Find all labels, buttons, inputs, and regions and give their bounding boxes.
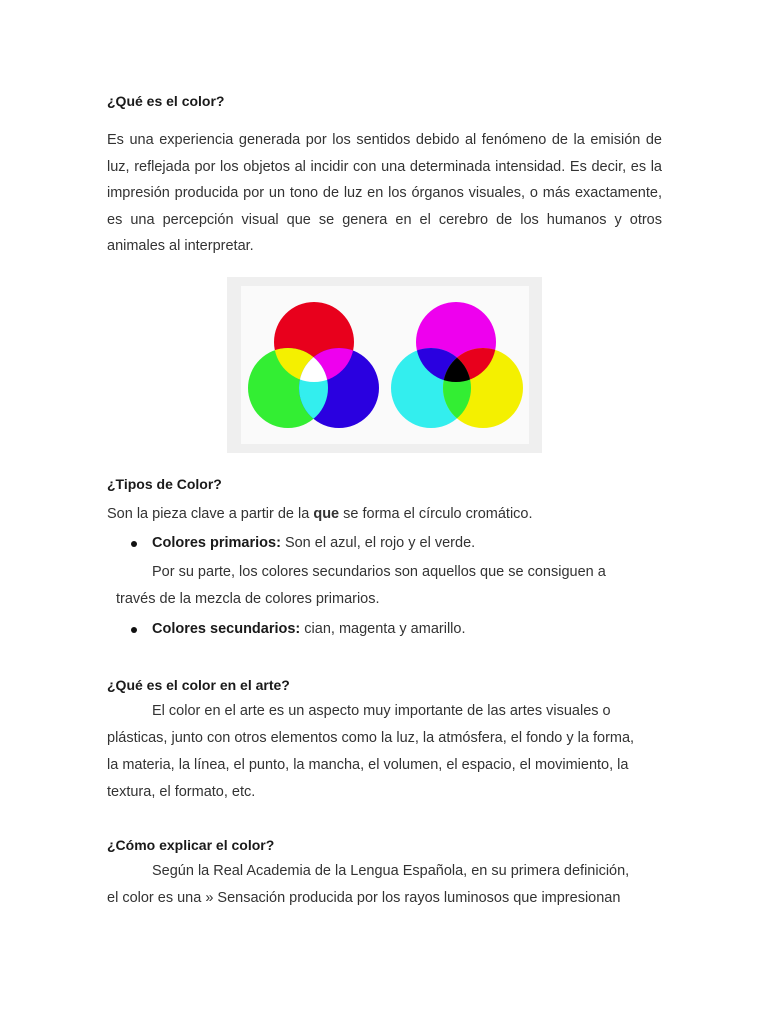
paragraph-arte-line-2: plásticas, junto con otros elementos como la luz, la atmósfera, el fondo y la forma, xyxy=(107,730,635,746)
heading-tipos-de-color: ¿Tipos de Color? xyxy=(107,476,222,492)
intro-text-bold: que xyxy=(313,506,340,522)
bullet-label: Colores primarios: xyxy=(152,535,281,551)
paragraph-tipos-intro xyxy=(107,506,533,522)
list-item-secundarios xyxy=(107,621,662,641)
paragraph-definition: Es una experiencia generada por los sentidos debido al fenómeno de la emisión de luz, reflejada por los objetos al incidir con una determinada intensidad. Es decir, es la impresión producida por un tono de luz en los órganos visuales, o más exactamente, es una percepción visual que se genera en el cerebro de los humanos y otros animales al interpretar. xyxy=(107,132,662,254)
subtractive-color-model xyxy=(391,302,523,428)
paragraph-explicar-line-1: Según la Real Academia de la Lengua Española, en su primera definición, xyxy=(152,863,630,879)
paragraph-explicar-line-2: el color es una » Sensación producida por los rayos luminosos que impresionan xyxy=(107,890,621,906)
bullet-icon xyxy=(131,541,137,547)
intro-text-after: se forma el círculo cromático. xyxy=(339,506,533,522)
heading-color-en-el-arte: ¿Qué es el color en el arte? xyxy=(107,677,290,693)
list-item-primarios xyxy=(107,535,662,555)
additive-color-model xyxy=(248,302,379,428)
bullet-description: cian, magenta y amarillo. xyxy=(300,621,466,637)
paragraph-arte-line-4: textura, el formato, etc. xyxy=(107,784,256,800)
list-item-text xyxy=(152,535,475,551)
paragraph-secundarios-line-1: Por su parte, los colores secundarios son aquellos que se consiguen a xyxy=(152,564,606,580)
list-item-text xyxy=(152,621,465,637)
color-mixing-figure xyxy=(227,277,542,453)
paragraph-secundarios-line-2: través de la mezcla de colores primarios. xyxy=(116,591,380,607)
heading-como-explicar-el-color: ¿Cómo explicar el color? xyxy=(107,837,275,853)
bullet-description: Son el azul, el rojo y el verde. xyxy=(280,535,476,551)
color-circles-illustration xyxy=(241,286,529,444)
paragraph-arte-line-3: la materia, la línea, el punto, la mancha, el volumen, el espacio, el movimiento, la xyxy=(107,757,629,773)
intro-text-before: Son la pieza clave a partir de la xyxy=(107,506,314,522)
bullet-label: Colores secundarios: xyxy=(152,621,301,637)
paragraph-arte-line-1: El color en el arte es un aspecto muy importante de las artes visuales o xyxy=(152,703,611,719)
bullet-icon xyxy=(131,627,137,633)
heading-que-es-el-color: ¿Qué es el color? xyxy=(107,93,225,109)
figure-canvas xyxy=(241,286,529,444)
